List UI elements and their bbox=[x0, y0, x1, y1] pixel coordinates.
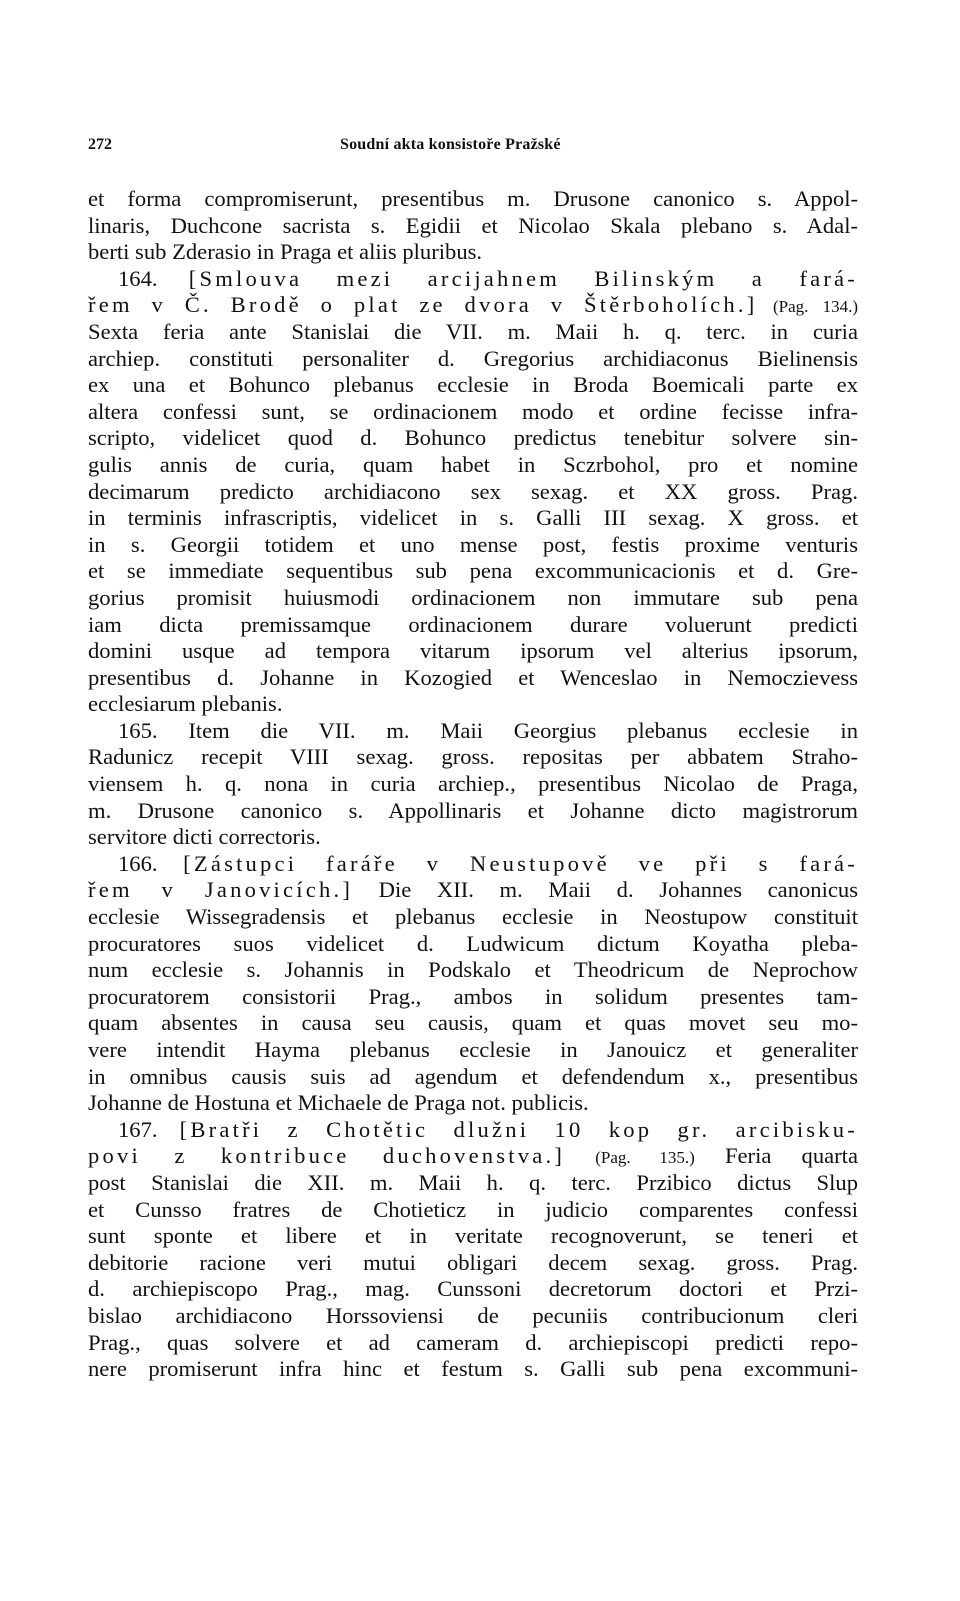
spaced-heading-text: řem v Janovicích.] bbox=[88, 877, 354, 903]
spaced-heading-text: povi z kontribuce duchovenstva.] bbox=[88, 1143, 566, 1169]
spaced-heading-text: [Zástupci faráře v Neustupově ve při s fará- bbox=[183, 850, 859, 876]
text-line bbox=[88, 1117, 858, 1144]
text-line: Sexta feria ante Stanislai die VII. m. Maii h. q. terc. in curia bbox=[88, 318, 858, 344]
spaced-heading-text: [Smlouva mezi arcijahnem Bilinským a fará- bbox=[188, 265, 859, 291]
text-line: quam absentes in causa seu causis, quam et quas movet seu mo- bbox=[88, 1010, 858, 1036]
text-line: linaris, Duchcone sacrista s. Egidii et Nicolao Skala plebano s. Adal- bbox=[88, 212, 858, 238]
text-line: altera confessi sunt, se ordinacionem modo et ordine fecisse infra- bbox=[88, 398, 858, 424]
text-line: Prag., quas solvere et ad cameram d. archiepiscopi predicti repo- bbox=[88, 1329, 858, 1355]
text-line: archiep. constituti personaliter d. Gregorius archidiaconus Bielinensis bbox=[88, 345, 858, 371]
text-line: procuratores suos videlicet d. Ludwicum dictum Koyatha pleba- bbox=[88, 930, 858, 956]
text-line: servitore dicti correctoris. bbox=[88, 824, 321, 850]
text-line: gulis annis de curia, quam habet in Sczrbohol, pro et nomine bbox=[88, 451, 858, 477]
text-line: et se immediate sequentibus sub pena excommunicacionis et d. Gre- bbox=[88, 558, 858, 584]
text-line: nere promiserunt infra hinc et festum s. Galli sub pena excommuni- bbox=[88, 1356, 858, 1382]
text-segment: Feria quarta bbox=[694, 1143, 858, 1169]
text-line: in s. Georgii totidem et uno mense post, festis proxime venturis bbox=[88, 531, 858, 557]
text-line bbox=[88, 851, 858, 878]
text-line: 165. Item die VII. m. Maii Georgius plebanus ecclesie in bbox=[118, 717, 858, 743]
spaced-heading-text: řem v Č. Brodě o plat ze dvora v Štěrboholích.] bbox=[88, 292, 758, 318]
text-line bbox=[88, 877, 858, 904]
text-line: bislao archidiacono Horssoviensi de pecuniis contribucionum cleri bbox=[88, 1302, 858, 1328]
text-line: m. Drusone canonico s. Appollinaris et Johanne dicto magistrorum bbox=[88, 797, 858, 823]
text-line bbox=[88, 1143, 858, 1170]
page-reference: (Pag. 134.) bbox=[773, 297, 859, 317]
text-line bbox=[88, 292, 858, 319]
text-line: procuratorem consistorii Prag., ambos in solidum presentes tam- bbox=[88, 983, 858, 1009]
text-line: sunt sponte et libere et in veritate recognoverunt, se teneri et bbox=[88, 1223, 858, 1249]
text-segment: Die XII. m. Maii d. Johannes canonicus bbox=[353, 877, 858, 903]
text-line: debitorie racione veri mutui obligari decem sexag. gross. Prag. bbox=[88, 1249, 858, 1275]
text-line: vere intendit Hayma plebanus ecclesie in Janouicz et generaliter bbox=[88, 1037, 858, 1062]
running-head bbox=[88, 136, 858, 158]
text-line: scripto, videlicet quod d. Bohunco predictus tenebitur solvere sin- bbox=[88, 425, 858, 451]
text-line: ecclesiarum plebanis. bbox=[88, 691, 283, 717]
text-line: presentibus d. Johanne in Kozogied et Wenceslao in Nemoczievess bbox=[88, 664, 858, 690]
text-segment: 166. bbox=[118, 850, 184, 876]
text-segment bbox=[565, 1143, 595, 1168]
text-line: num ecclesie s. Johannis in Podskalo et Theodricum de Neprochow bbox=[88, 957, 858, 983]
text-line: in omnibus causis suis ad agendum et defendendum x., presentibus bbox=[88, 1063, 858, 1089]
spaced-heading-text: [Bratři z Chotětic dlužni 10 kop gr. arcibisku- bbox=[179, 1116, 859, 1142]
text-line: ex una et Bohunco plebanus ecclesie in Broda Boemicali parte ex bbox=[88, 372, 858, 398]
text-line: ecclesie Wissegradensis et plebanus ecclesie in Neostupow constituit bbox=[88, 904, 858, 930]
text-line: et forma compromiserunt, presentibus m. Drusone canonico s. Appol- bbox=[88, 186, 858, 211]
text-segment: 167. bbox=[118, 1116, 180, 1142]
text-line: domini usque ad tempora vitarum ipsorum vel alterius ipsorum, bbox=[88, 638, 858, 664]
text-line: post Stanislai die XII. m. Maii h. q. terc. Przibico dictus Slup bbox=[88, 1169, 858, 1195]
text-line: et Cunsso fratres de Chotieticz in judicio comparentes confessi bbox=[88, 1196, 858, 1222]
page-number: 272 bbox=[88, 136, 112, 153]
text-line: gorius promisit huiusmodi ordinacionem non immutare sub pena bbox=[88, 584, 858, 610]
text-line: in terminis infrascriptis, videlicet in s. Galli III sexag. X gross. et bbox=[88, 505, 858, 531]
text-line: Johanne de Hostuna et Michaele de Praga not. publicis. bbox=[88, 1090, 589, 1116]
text-line: iam dicta premissamque ordinacionem durare voluerunt predicti bbox=[88, 611, 858, 637]
text-line: d. archiepiscopo Prag., mag. Cunssoni decretorum doctori et Przi- bbox=[88, 1276, 858, 1302]
text-line bbox=[88, 266, 858, 293]
text-line: Radunicz recepit VIII sexag. gross. repositas per abbatem Straho- bbox=[88, 744, 858, 770]
running-title: Soudní akta konsistoře Pražské bbox=[340, 136, 561, 153]
body-text bbox=[88, 186, 858, 1383]
text-line: berti sub Zderasio in Praga et aliis pluribus. bbox=[88, 239, 483, 265]
text-segment bbox=[757, 292, 773, 317]
page-reference: (Pag. 135.) bbox=[595, 1148, 695, 1168]
text-line: decimarum predicto archidiacono sex sexag. et XX gross. Prag. bbox=[88, 478, 858, 504]
text-line: viensem h. q. nona in curia archiep., presentibus Nicolao de Praga, bbox=[88, 771, 858, 797]
text-segment: 164. bbox=[118, 265, 189, 291]
